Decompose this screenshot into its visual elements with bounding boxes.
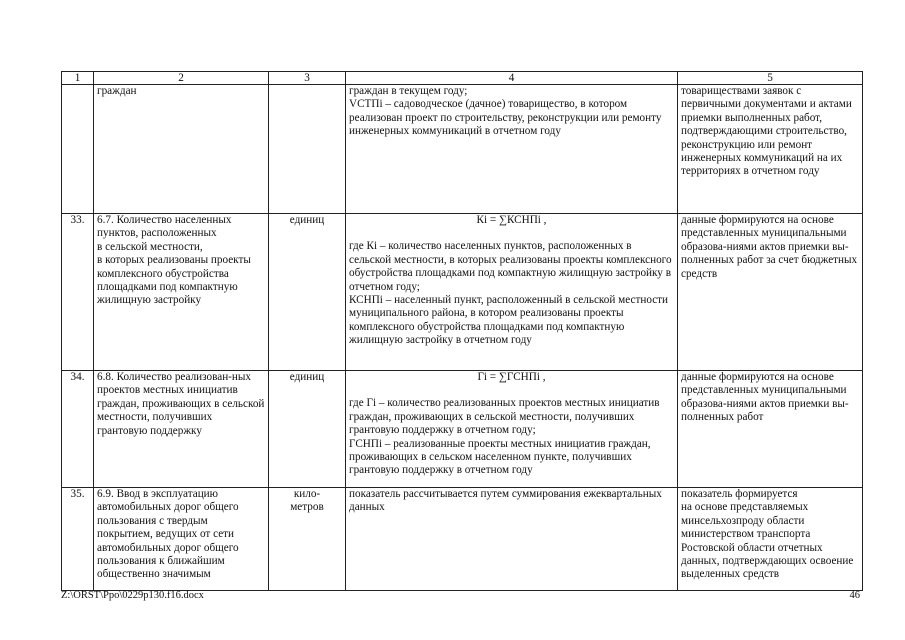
header-col-1: 1 bbox=[62, 72, 94, 85]
row-number: 33. bbox=[62, 214, 94, 371]
method-text: где Кi – количество населенных пунктов, расположенных в сельской местности, в которых реализованы проекты комплексного обустройства площадками под компактную жилищную застройку в отчетном году; КСНПi – населенный пункт, расположенный в сельской местности муниципального района, в котором реализованы проекты комплексного обустройства площадками под компактную жилищную застройку в отчетном году bbox=[349, 240, 672, 347]
method-cell bbox=[346, 371, 678, 488]
page-number: 46 bbox=[849, 590, 860, 601]
table-row bbox=[62, 214, 863, 371]
header-col-4: 4 bbox=[346, 72, 678, 85]
formula: Кi = ∑КСНПi , bbox=[476, 214, 547, 226]
method-text: где Гi – количество реализованных проектов местных инициатив граждан, проживающих в сельской местности, получивших грантовую поддержку в отчетном году; ГСНПi – реализованные проекты местных инициатив граждан, проживающих в сельском населенном пункте, получивших грантовую поддержку в отчетном году bbox=[349, 397, 660, 477]
row-number: 34. bbox=[62, 371, 94, 488]
unit-cell bbox=[269, 85, 346, 214]
method-text: показатель рассчитывается путем суммирования ежеквартальных данных bbox=[349, 488, 662, 514]
indicators-table bbox=[61, 71, 863, 591]
file-path: Z:\ORST\Ppo\0229p130.f16.docx bbox=[61, 590, 204, 601]
indicator-name: 6.7. Количество населенных пунктов, расположенных в сельской местности, в которых реализованы проекты комплексного обустройства площадками под компактную жилищную застройку bbox=[94, 214, 269, 371]
source-cell: показатель формируется на основе представляемых минсельхозпроду области министерством транспорта Ростовской области отчетных данных, подтверждающих освоение выделенных средств bbox=[678, 488, 863, 591]
row-number bbox=[62, 85, 94, 214]
formula: Гi = ∑ГСНПi , bbox=[477, 371, 546, 383]
method-text: граждан в текущем году; VСТПi – садоводческое (дачное) товарищество, в котором реализован проект по строительству, реконструкции или ремонту инженерных коммуникаций в отчетном году bbox=[349, 85, 662, 138]
method-cell bbox=[346, 488, 678, 591]
table-row bbox=[62, 488, 863, 591]
unit-cell: единиц bbox=[269, 371, 346, 488]
header-row bbox=[62, 72, 863, 85]
row-number: 35. bbox=[62, 488, 94, 591]
source-cell: данные формируются на основе представленных муниципальными образова-ниями актов приемки вы-полненных работ bbox=[678, 371, 863, 488]
unit-cell: кило- метров bbox=[269, 488, 346, 591]
header-col-3: 3 bbox=[269, 72, 346, 85]
header-col-5: 5 bbox=[678, 72, 863, 85]
unit-cell: единиц bbox=[269, 214, 346, 371]
indicator-name: 6.9. Ввод в эксплуатацию автомобильных дорог общего пользования с твердым покрытием, ведущих от сети автомобильных дорог общего пользования к ближайшим общественно значимым bbox=[94, 488, 269, 591]
header-col-2: 2 bbox=[94, 72, 269, 85]
source-cell: товариществами заявок с первичными документами и актами приемки выполненных работ, подтверждающими строительство, реконструкцию или ремонт инженерных коммуникаций на их территориях в отчетном году bbox=[678, 85, 863, 214]
indicator-name: 6.8. Количество реализован-ных проектов местных инициатив граждан, проживающих в сельской местности, получивших грантовую поддержку bbox=[94, 371, 269, 488]
method-cell bbox=[346, 85, 678, 214]
source-cell: данные формируются на основе представленных муниципальными образова-ниями актов приемки вы-полненных работ за счет бюджетных средств bbox=[678, 214, 863, 371]
table-row bbox=[62, 85, 863, 214]
method-cell bbox=[346, 214, 678, 371]
indicator-name: граждан bbox=[94, 85, 269, 214]
table-row bbox=[62, 371, 863, 488]
